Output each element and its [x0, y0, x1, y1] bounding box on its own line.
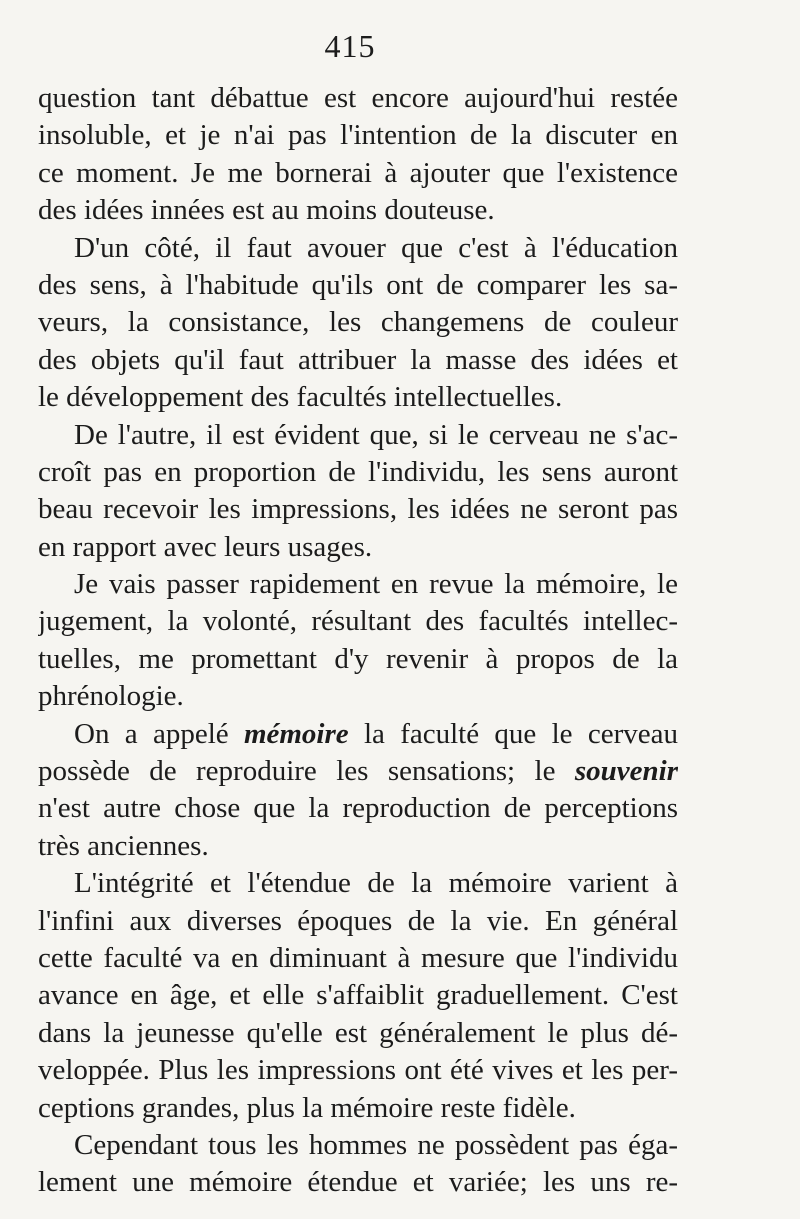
text-line: des idées innées est au moins douteuse.: [38, 194, 495, 227]
text-line: en rapport avec leurs usages.: [38, 530, 373, 563]
text-line: croît pas en proportion de l'individu, les sens auront: [38, 455, 678, 488]
paragraph: [38, 230, 678, 417]
text-line: cette faculté va en diminuant à mesure que l'individu: [38, 941, 678, 974]
text-line: possède de reproduire les sensations; le souvenir: [38, 755, 678, 788]
text-line: insoluble, et je n'ai pas l'intention de la discuter en: [38, 119, 678, 152]
text-line: D'un côté, il faut avouer que c'est à l'éducation: [74, 231, 678, 264]
paragraph: [38, 417, 678, 567]
text-line: l'infini aux diverses époques de la vie. En général: [38, 904, 678, 937]
text-line: veurs, la consistance, les changemens de couleur: [38, 306, 678, 339]
page-number: 415: [324, 28, 376, 64]
text-line: le développement des facultés intellectuelles.: [38, 381, 563, 414]
text-line: tuelles, me promettant d'y revenir à propos de la: [38, 642, 678, 675]
text-line: phrénologie.: [38, 680, 184, 713]
text-line: dans la jeunesse qu'elle est généralement le plus dé-: [38, 1016, 678, 1049]
paragraph: [38, 566, 678, 716]
paragraph: [38, 1127, 678, 1202]
text-line: avance en âge, et elle s'affaiblit graduellement. C'est: [38, 979, 678, 1012]
text-line: L'intégrité et l'étendue de la mémoire varient à: [74, 867, 678, 900]
text-line: des objets qu'il faut attribuer la masse des idées et: [38, 343, 678, 376]
text-line: veloppée. Plus les impressions ont été vives et les per-: [38, 1054, 678, 1087]
text-line: n'est autre chose que la reproduction de perceptions: [38, 792, 678, 825]
text-line: des sens, à l'habitude qu'ils ont de comparer les sa-: [38, 268, 678, 301]
paragraph: [38, 865, 678, 1127]
text-line: ceptions grandes, plus la mémoire reste fidèle.: [38, 1091, 576, 1124]
text-line: ce moment. Je me bornerai à ajouter que l'existence: [38, 156, 678, 189]
text-line: De l'autre, il est évident que, si le cerveau ne s'ac-: [74, 418, 678, 451]
text-line: jugement, la volonté, résultant des facultés intellec-: [38, 605, 678, 638]
text-line: question tant débattue est encore aujourd'hui restée: [38, 82, 678, 114]
paragraph: [38, 716, 678, 866]
body-text: [38, 80, 678, 1202]
text-line: beau recevoir les impressions, les idées ne seront pas: [38, 493, 678, 526]
text-line: très anciennes.: [38, 829, 209, 862]
text-line: On a appelé mémoire la faculté que le cerveau: [74, 717, 678, 750]
text-line: Je vais passer rapidement en revue la mémoire, le: [74, 568, 678, 601]
paragraph: [38, 80, 678, 230]
text-line: lement une mémoire étendue et variée; les uns re-: [38, 1166, 678, 1199]
text-line: Cependant tous les hommes ne possèdent pas éga-: [74, 1128, 678, 1161]
